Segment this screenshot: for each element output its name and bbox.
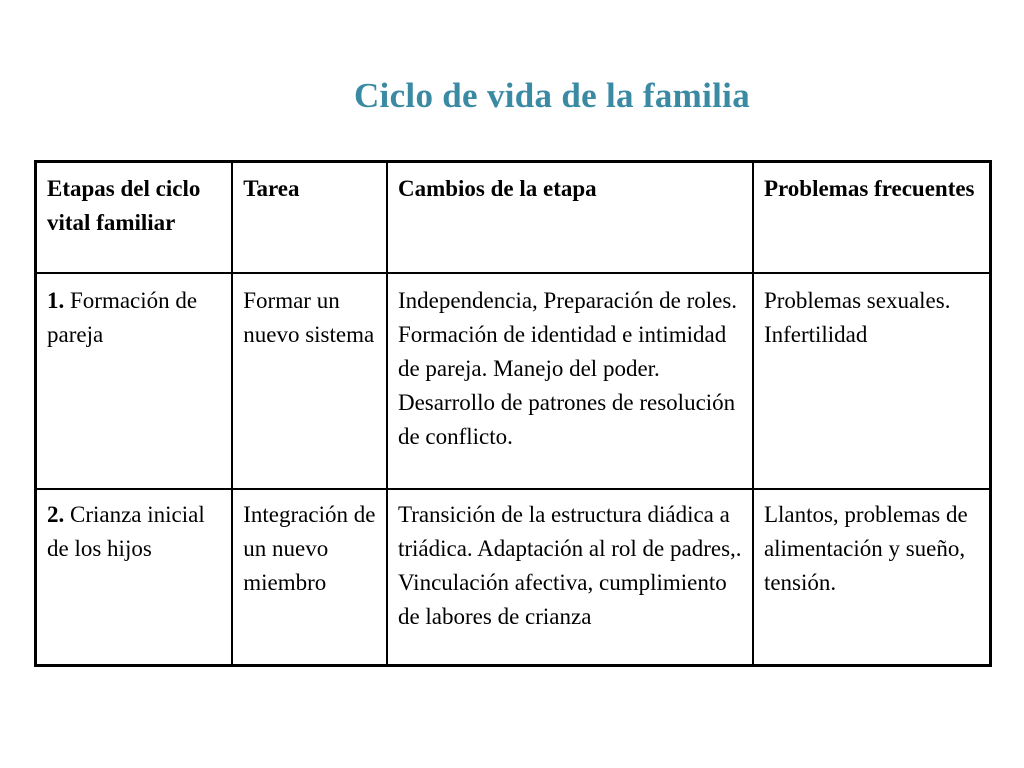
stage-cell [36, 273, 233, 489]
header-task: Tarea [232, 162, 387, 274]
header-stages: Etapas del ciclo vital familiar [36, 162, 233, 274]
stage-name: Crianza inicial de los hijos [47, 502, 205, 561]
problems-cell: Llantos, problemas de alimentación y sueño, tensión. [753, 489, 991, 666]
stage-number: 1. [47, 288, 65, 313]
table-row [36, 273, 991, 489]
stage-cell [36, 489, 233, 666]
table-row [36, 489, 991, 666]
page-title: Ciclo de vida de la familia [353, 76, 750, 115]
task-cell: Formar un nuevo sistema [232, 273, 387, 489]
stage-number: 2. [47, 502, 65, 527]
changes-cell: Independencia, Preparación de roles. Formación de identidad e intimidad de pareja. Manejo del poder. Desarrollo de patrones de resolución de conflicto. [387, 273, 753, 489]
family-cycle-table [34, 160, 992, 667]
table-header-row [36, 162, 991, 274]
stage-name: Formación de pareja [47, 288, 198, 347]
task-cell: Integración de un nuevo miembro [232, 489, 387, 666]
problems-cell: Problemas sexuales. Infertilidad [753, 273, 991, 489]
header-problems: Problemas frecuentes [753, 162, 991, 274]
changes-cell: Transición de la estructura diádica a triádica. Adaptación al rol de padres,. Vinculación afectiva, cumplimiento de labores de crianza [387, 489, 753, 666]
header-changes: Cambios de la etapa [387, 162, 753, 274]
